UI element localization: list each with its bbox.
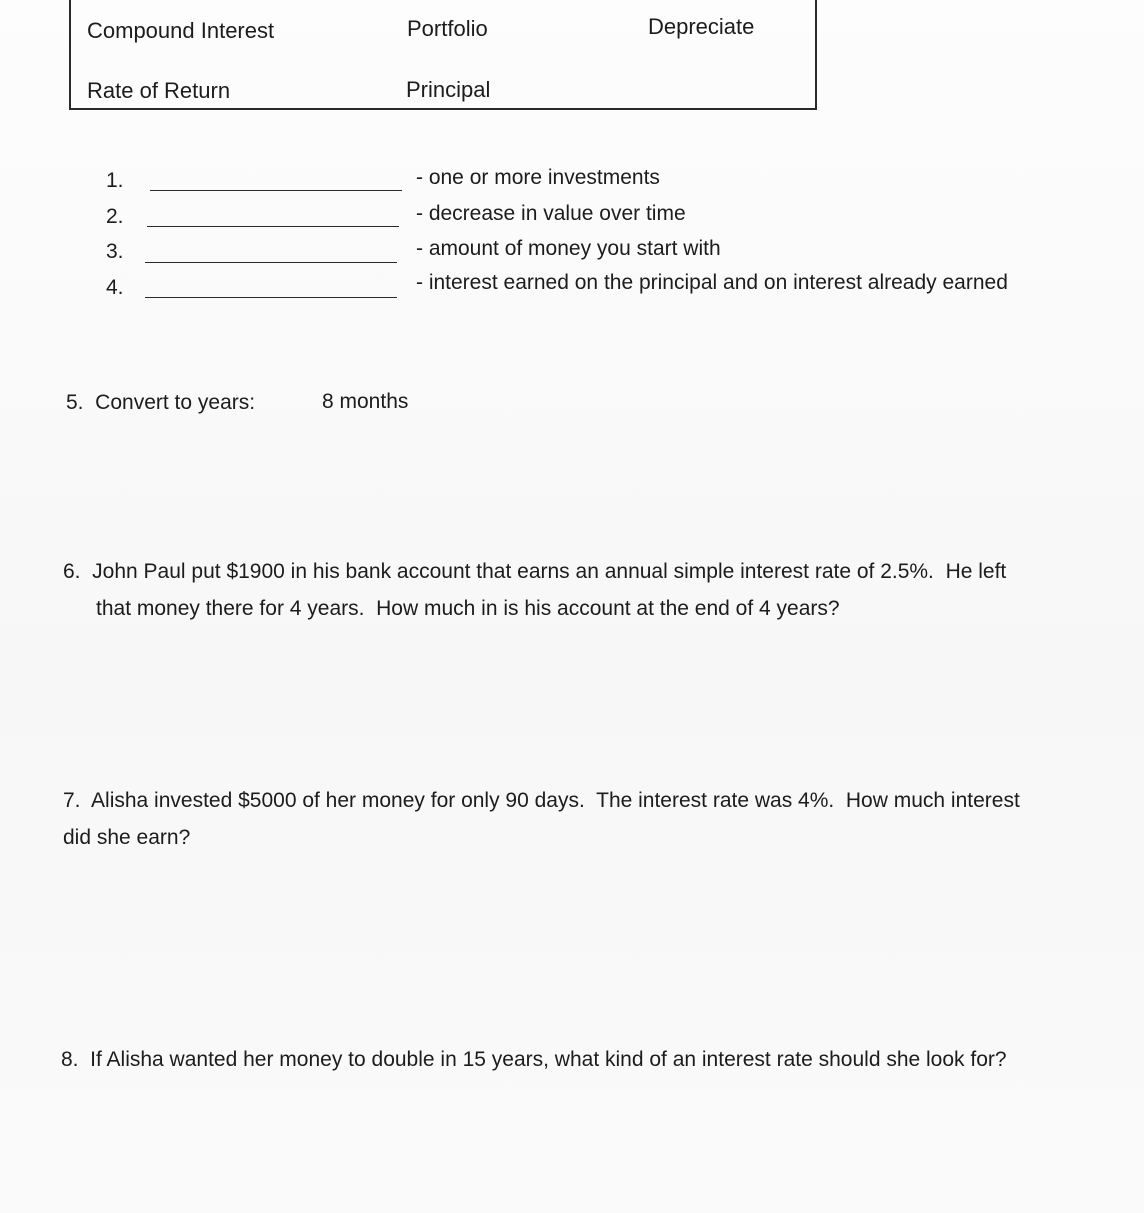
question-6-line: that money there for 4 years. How much in is his account at the end of 4 years?: [96, 597, 840, 620]
matching-definition: - decrease in value over time: [416, 202, 686, 225]
word-bank-term: Principal: [406, 77, 491, 102]
question-6-line: 6. John Paul put $1900 in his bank account that earns an annual simple interest rate of 2.5%. He left: [63, 560, 1007, 583]
answer-blank[interactable]: [150, 190, 402, 191]
question-6: [63, 553, 1006, 627]
word-bank-term: Portfolio: [407, 16, 488, 41]
matching-definition: - amount of money you start with: [416, 237, 721, 260]
question-5-value: 8 months: [322, 390, 409, 413]
question-5-label: 5. Convert to years:: [66, 391, 256, 414]
matching-number: 3.: [106, 240, 124, 263]
question-7-line: 7. Alisha invested $5000 of her money for only 90 days. The interest rate was 4%. How much interest: [63, 789, 1020, 812]
answer-blank[interactable]: [147, 226, 399, 227]
matching-number: 1.: [106, 169, 124, 192]
word-bank-term: Depreciate: [648, 14, 755, 39]
answer-blank[interactable]: [145, 262, 397, 263]
word-bank-term: Rate of Return: [87, 78, 231, 103]
matching-definition: - interest earned on the principal and on interest already earned: [416, 271, 1008, 294]
question-8: 8. If Alisha wanted her money to double in 15 years, what kind of an interest rate should she look for?: [61, 1048, 1007, 1071]
question-7-line: did she earn?: [63, 826, 191, 849]
matching-definition: - one or more investments: [416, 166, 660, 189]
answer-blank[interactable]: [145, 297, 397, 298]
matching-number: 4.: [106, 276, 124, 299]
matching-number: 2.: [106, 205, 124, 228]
word-bank-term: Compound Interest: [87, 18, 275, 43]
question-7: [63, 782, 1020, 856]
